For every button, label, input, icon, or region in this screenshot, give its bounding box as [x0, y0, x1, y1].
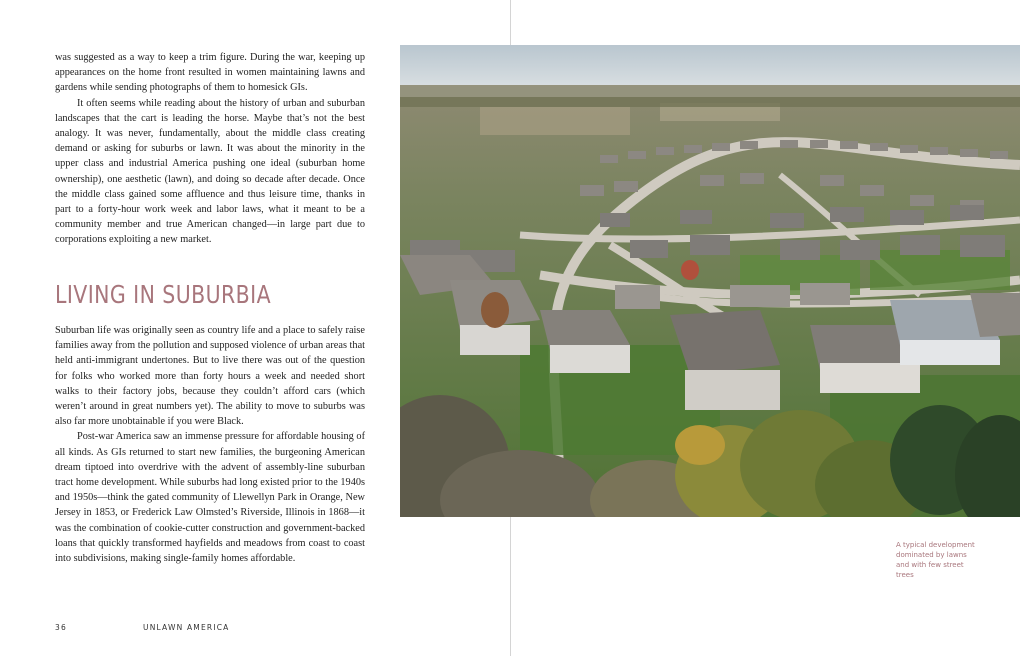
aerial-suburb-photo: [400, 45, 1020, 517]
running-head: UNLAWN AMERICA: [143, 623, 230, 632]
section-heading: LIVING IN SUBURBIA: [55, 280, 272, 309]
top-text-column: [55, 50, 365, 248]
photo-caption: A typical development dominated by lawns and with few street trees: [896, 541, 975, 579]
bottom-text-column: [55, 323, 365, 566]
paragraph: Post-war America saw an immense pressure for affordable housing of all kinds. As GIs returned to start new families, the burgeoning American dream tiptoed into overdrive with the advent of assembly-line suburban tract home development. While suburbs had long existed prior to the 1940s and 1950s—think the gated community of Llewellyn Park in Orange, New Jersey in 1853, or Frederick Law Olmsted’s Riverside, Illinois in 1868—it was the combination of cookie-cutter construction and government-backed loans that quickly transformed hayfields and meadows from coast to coast into subdivisions, making single-family homes affordable.: [55, 431, 365, 565]
paragraph: was suggested as a way to keep a trim figure. During the war, keeping up appearances on the home front resulted in women maintaining lawns and gardens while sending photographs of them to homesick GIs.: [55, 52, 365, 94]
page-number: 36: [55, 623, 67, 632]
paragraph: It often seems while reading about the history of urban and suburban landscapes that the cart is leading the horse. Maybe that’s not the best analogy. It was never, fundamentally, about the middle class creating demand or asking for suburbs or lawn. It was about the minority in the upper class and industrial America pushing one ideal (suburban home ownership), one aesthetic (lawn), and doing so decade after decade. Once the middle class gained some affluence and thus leisure time, thanks in part to a forty-hour work week and labor laws, what it meant to be a community member and true American changed—in large part due to corporations exploiting a new market.: [55, 97, 365, 246]
paragraph: Suburban life was originally seen as country life and a place to safely raise families away from the pollution and supposed violence of urban areas that held anti-immigrant undertones. But to live there was out of the question for folks who worked more than forty hours a week and needed short walks to their factory jobs, because they couldn’t afford cars (which weren’t around in great numbers yet). The ability to move to suburbs was also far more unobtainable if you were Black.: [55, 325, 365, 428]
